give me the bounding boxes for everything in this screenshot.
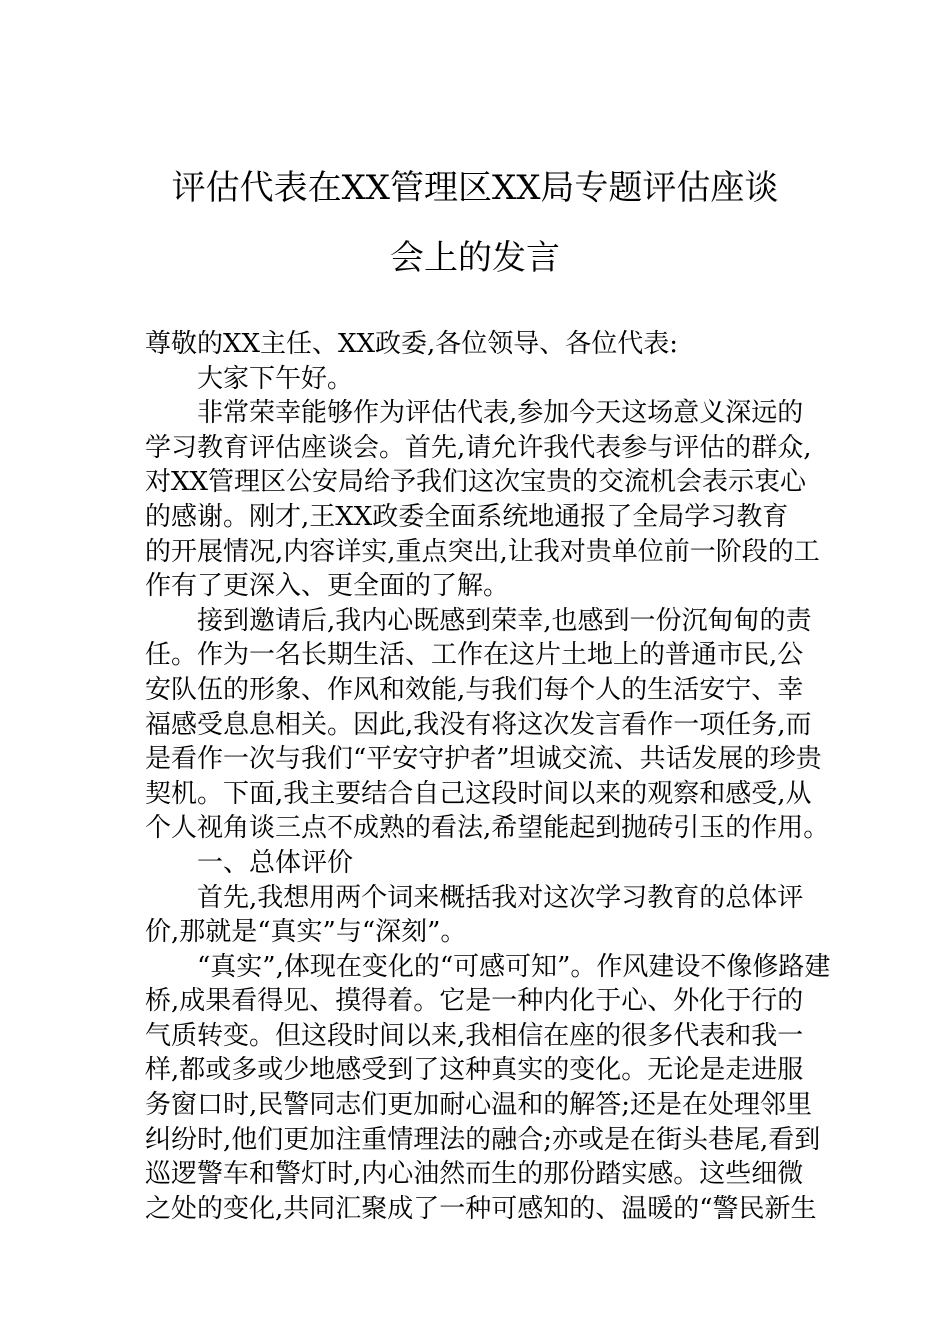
text-line: 一、总体评价 [197, 847, 354, 878]
paragraph [145, 950, 831, 1227]
text-line: 气质转变。但这段时间以来,我相信在座的很多代表和我一 [145, 1020, 804, 1051]
text-line: “真实”,体现在变化的“可感可知”。作风建设不像修路建 [197, 951, 831, 982]
paragraph [145, 327, 810, 362]
text-line: 是看作一次与我们“平安守护者”坦诚交流、共话发展的珍贵 [145, 744, 822, 775]
text-line: 接到邀请后,我内心既感到荣幸,也感到一份沉甸甸的责 [197, 605, 812, 636]
title-line: 评估代表在XX管理区XX局专题评估座谈 [171, 168, 779, 208]
text-line: 尊敬的XX主任、XX政委,各位领导、各位代表: [145, 329, 679, 359]
paragraph [145, 846, 810, 881]
text-line: 非常荣幸能够作为评估代表,参加今天这场意义深远的 [197, 398, 804, 429]
text-line: 任。作为一名长期生活、工作在这片土地上的普通市民,公 [145, 640, 804, 671]
paragraph [145, 604, 830, 846]
paragraph [145, 396, 820, 604]
text-line: 福感受息息相关。因此,我没有将这次发言看作一项任务,而 [145, 709, 812, 740]
text-line: 安队伍的形象、作风和效能,与我们每个人的生活安宁、幸 [145, 674, 804, 705]
paragraph [145, 362, 810, 397]
text-line: 对XX管理区公安局给予我们这次宝贵的交流机会表示衷心 [145, 467, 807, 498]
text-line: 学习教育评估座谈会。首先,请允许我代表参与评估的群众, [145, 432, 812, 463]
text-line: 的开展情况,内容详实,重点突出,让我对贵单位前一阶段的工 [145, 536, 820, 567]
document-body [145, 327, 831, 1226]
document-title [0, 153, 950, 293]
text-line: 的感谢。刚才,王XX政委全面系统地通报了全局学习教育 [145, 501, 789, 532]
text-line: 大家下午好。 [197, 363, 354, 394]
text-line: 务窗口时,民警同志们更加耐心温和的解答;还是在处理邻里 [145, 1090, 813, 1121]
text-line: 之处的变化,共同汇聚成了一种可感知的、温暖的“警民新生 [145, 1193, 817, 1224]
title-line: 会上的发言 [390, 238, 560, 278]
text-line: 纠纷时,他们更加注重情理法的融合;亦或是在街头巷尾,看到 [145, 1124, 821, 1155]
text-line: 契机。下面,我主要结合自己这段时间以来的观察和感受,从 [145, 778, 812, 809]
text-line: 作有了更深入、更全面的了解。 [145, 571, 510, 602]
text-line: 桥,成果看得见、摸得着。它是一种内化于心、外化于行的 [145, 986, 804, 1017]
text-line: 样,都或多或少地感受到了这种真实的变化。无论是走进服 [145, 1055, 804, 1086]
paragraph [145, 881, 810, 950]
text-line: 价,那就是“真实”与“深刻”。 [145, 917, 467, 948]
text-line: 巡逻警车和警灯时,内心油然而生的那份踏实感。这些细微 [145, 1159, 804, 1190]
text-line: 首先,我想用两个词来概括我对这次学习教育的总体评 [197, 882, 804, 913]
text-line: 个人视角谈三点不成熟的看法,希望能起到抛砖引玉的作用。 [145, 813, 830, 844]
